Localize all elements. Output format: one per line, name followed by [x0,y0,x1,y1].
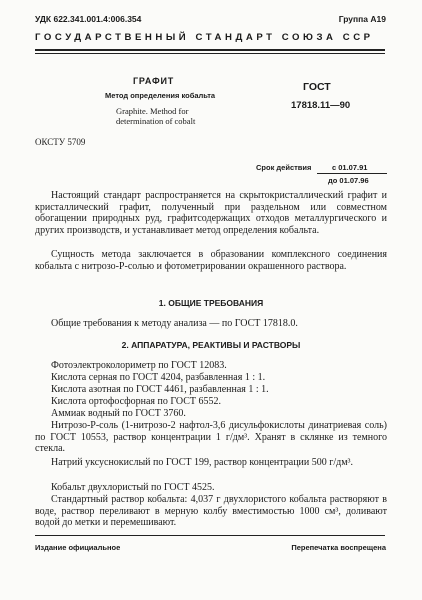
reagent-item-cobalt: Кобальт двухлористый по ГОСТ 4525. [51,482,215,493]
doc-subtitle: Метод определения кобальта [105,91,216,100]
okstu-code: ОКСТУ 5709 [35,137,86,147]
udc-code: УДК 622.341.001.4:006.354 [35,14,142,24]
english-title-line1: Graphite. Method for [116,106,189,116]
validity-from: с 01.07.91 [332,163,368,172]
footer-reprint-prohibited: Перепечатка воспрещена [291,543,386,552]
group-code: Группа А19 [338,14,386,24]
intro-paragraph-2: Сущность метода заключается в образовании комплексного соединения кобальта с нитрозо-Р-солью и фотометрировании окрашенного раствора. [35,249,387,272]
reagent-item: Кислота азотная по ГОСТ 4461, разбавленная 1 : 1. [51,384,269,395]
footer-rule [35,535,385,536]
english-title [116,106,195,126]
header-rule [35,49,385,51]
standard-solution-paragraph: Стандартный раствор кобальта: 4,037 г двухлористого кобальта растворяют в воде, раствор переливают в мерную колбу вместимостью 1000 см³, доливают водой до метки и перемешивают. [35,494,387,529]
standard-title: ГОСУДАРСТВЕННЫЙ СТАНДАРТ СОЮЗА ССР [35,32,374,43]
gost-number: 17818.11—90 [291,100,351,111]
section-2-heading: 2. АППАРАТУРА, РЕАКТИВЫ И РАСТВОРЫ [121,340,301,350]
reagent-item: Кислота ортофосфорная по ГОСТ 6552. [51,396,222,407]
validity-to: до 01.07.96 [328,176,369,185]
header-rule-thin [35,53,385,54]
sodium-acetate-paragraph: Натрий уксуснокислый по ГОСТ 199, раствор концентрации 500 г/дм³. [51,457,354,468]
section-1-heading: 1. ОБЩИЕ ТРЕБОВАНИЯ [158,298,264,308]
nitroso-salt-paragraph: Нитрозо-Р-соль (1-нитрозо-2 нафтол-3,6 дисульфокислоты динатриевая соль) по ГОСТ 10553, раствор концентрации 1 г/дм³. Хранят в склянке из темного стекла. [35,420,387,455]
reagent-item: Фотоэлектроколориметр по ГОСТ 12083. [51,360,227,371]
reagent-item: Аммиак водный по ГОСТ 3760. [51,408,186,419]
gost-label: ГОСТ [303,81,331,93]
validity-label: Срок действия [256,163,312,172]
reagent-item: Кислота серная по ГОСТ 4204, разбавленная 1 : 1. [51,372,266,383]
section-1-text: Общие требования к методу анализа — по ГОСТ 17818.0. [51,318,298,329]
footer-official-edition: Издание официальное [35,543,121,552]
doc-title: ГРАФИТ [133,76,175,86]
intro-paragraph-1: Настоящий стандарт распространяется на скрытокристаллический графит и кристаллический графит, полученный при раздельном или совместном обогащении природных руд, графитсодержащих отходов металлургического и других производств, и устанавливает метод определения кобальта. [35,190,387,236]
english-title-line2: determination of cobalt [116,116,196,126]
validity-rule [317,173,387,174]
